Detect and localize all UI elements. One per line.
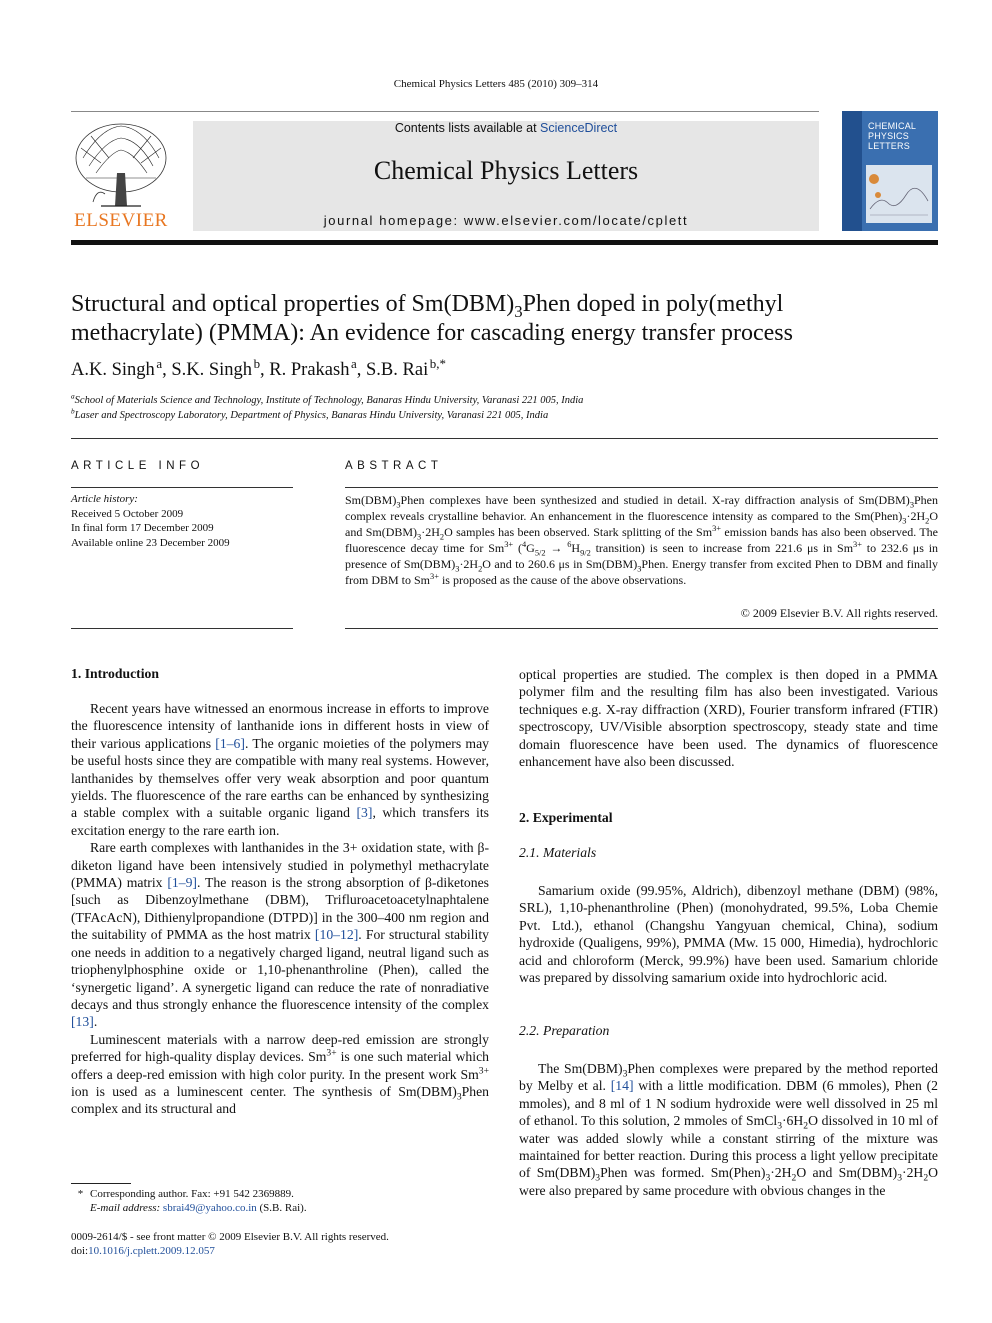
page-footer xyxy=(71,1230,491,1258)
doi-link[interactable]: 10.1016/j.cplett.2009.12.057 xyxy=(88,1245,215,1257)
author-list: A.K. Singh $^a$, S.K. Singh $^b$, R. Prakash $^a$, S.B. Rai $^{b,*}$ xyxy=(71,355,446,380)
divider xyxy=(71,487,293,488)
title-part-1: Structural and optical properties of Sm(DBM) xyxy=(71,291,515,317)
citation-link[interactable]: [10–12] xyxy=(314,927,359,943)
header-rule xyxy=(71,111,819,112)
journal-cover[interactable] xyxy=(842,111,938,231)
email-link[interactable]: sbrai49@yahoo.co.in xyxy=(162,1202,257,1214)
citation-link[interactable]: [14] xyxy=(610,1078,634,1094)
contents-prefix: Contents lists available at xyxy=(394,121,541,135)
online-date: Available online 23 December 2009 xyxy=(71,536,230,549)
final-form-date: In final form 17 December 2009 xyxy=(71,522,214,534)
article-title xyxy=(71,290,941,348)
homepage-url[interactable]: www.elsevier.com/locate/cplett xyxy=(463,213,689,228)
divider xyxy=(345,487,938,488)
section-heading-introduction: 1. Introduction xyxy=(71,666,159,681)
header-thick-rule xyxy=(71,240,938,245)
corresponding-author: Corresponding author. Fax: +91 542 2369889. xyxy=(90,1188,294,1200)
title-line-2: methacrylate) (PMMA): An evidence for cascading energy transfer process xyxy=(71,320,793,346)
section-heading-experimental: 2. Experimental xyxy=(519,810,613,825)
issn-line: 0009-2614/$ - see front matter © 2009 Elsevier B.V. All rights reserved. xyxy=(71,1231,389,1243)
cover-plot-icon xyxy=(866,165,932,223)
affiliation: $^a$School of Materials Science and Technology, Institute of Technology, Banaras Hindu University, Varanasi 221 005, India xyxy=(71,391,584,406)
subsection-heading-preparation: 2.2. Preparation xyxy=(519,1023,610,1038)
doi-label: doi: xyxy=(71,1245,89,1257)
cover-strip xyxy=(842,111,862,231)
history-label: Article history: xyxy=(71,493,138,505)
email-suffix: (S.B. Rai). xyxy=(256,1202,307,1214)
publisher-name: ELSEVIER xyxy=(74,210,168,231)
intro-continuation: optical properties are studied. The complex is then doped in a PMMA polymer film and the resulting film has also been investigated. Various techniques e.g. X-ray diffraction (XRD), Fourier transform infrared (FTIR) spectroscopy, UV/Visible absorption spectroscopy, steady state and time domain fluorescence have been used. The dynamics of fluorescence enhancement have also been discussed. xyxy=(519,667,938,770)
sciencedirect-link[interactable]: ScienceDirect xyxy=(540,121,618,135)
introduction-body: Recent years have witnessed an enormous increase in efforts to improve the fluorescence intensity of lanthanide ions in different hosts in view of their various applications [1–6]. The organic moieties of the polymers may be useful hosts since they are compatible with many real systems. However, lanthanides by themselves offer very weak absorption and poor quantum yields. The fluorescence of the rare earths can be enhanced by synthesizing a stable complex with a suitable organic ligand [3], which transfers its excitation energy to the rare earth ion. Rare earth complexes with lanthanides in the 3+ oxidation state, with β-diketon ligand have been intensively studied in polymethyl methacrylate (PMMA) matrix [1–9]. The reason is the strong absorption of β-diketones [such as Dibenzoylmethane (DBM), Trifluroacetoacetylnaphtalene (TFAcAcN), Dithienylpropandione (DTPD)] in the 300–400 nm region and the suitability of PMMA as the host matrix [10–12]. For structural stability one needs in addition to a negatively charged ligand, neutral ligand such as triophenylphosphine oxide or 1,10-phenanthroline (Phen), called the ‘synergetic ligand’. A synergetic ligand can reduce the rate of nonradiative decays and thus strongly enhance the fluorescence intensity of the complex [13]. Luminescent materials with a narrow deep-red emission are strongly preferred for high-quality display devices. $Sm^{3+}$ is one such material which offers a deep-red emission with high color purity. In the present work $Sm^{3+}$ ion is used as a luminescent center. The synthesis of $Sm(DBM)_3Phen$ complex and its structural and xyxy=(71,701,490,1117)
article-info-heading: ARTICLE INFO xyxy=(71,460,205,472)
citation-link[interactable]: [1–6] xyxy=(215,735,245,751)
title-part-2: Phen doped in poly(methyl xyxy=(522,291,784,317)
abstract-copyright: © 2009 Elsevier B.V. All rights reserved. xyxy=(740,606,938,620)
author[interactable]: S.K. Singh $^b$ xyxy=(171,355,261,380)
divider xyxy=(71,628,293,629)
elsevier-logo[interactable] xyxy=(71,118,171,233)
footnote-rule xyxy=(71,1183,131,1184)
divider xyxy=(345,628,938,629)
author[interactable]: A.K. Singh $^a$ xyxy=(71,355,163,380)
journal-homepage xyxy=(193,213,819,228)
received-date: Received 5 October 2009 xyxy=(71,507,184,520)
title-subscript: 3 xyxy=(514,301,523,321)
materials-body: Samarium oxide (99.95%, Aldrich), dibenzoyl methane (DBM) (98%, SRL), 1,10-phenanthroline (Phen) (monohydrated, 99.5%, Loba Chemie Pvt. Ltd.), ethanol (Changshu Yangyuan chemical, China), sodium hydroxide (Qualigens, 99%), PMMA (Mw. 15 000, Himedia), hydrochloric acid and chloroform (Merck, 99.9%) have been used. Samarium chloride was prepared by dissolving samarium oxide into hydrochloric acid. xyxy=(519,883,938,986)
divider xyxy=(71,438,938,439)
citation-link[interactable]: [13] xyxy=(71,1014,94,1030)
journal-citation: Chemical Physics Letters 485 (2010) 309–314 xyxy=(393,78,599,90)
abstract-text: $Sm(DBM)_3Phen$ complexes have been synthesized and studied in detail. X-ray diffraction analysis of $Sm(DBM)_3Phen$ complex reveals crystalline behavior. An enhancement in the fluorescence intensity as compared to the $Sm(Phen)_3\cdot 2H_2O$ and $Sm(DBM)_3\cdot 2H_2O$ samples has been observed. Stark splitting of the $Sm^{3+}$ emission bands has also been observed. The fluorescence decay time for $Sm^{3+}$ ($^4G_{5/2} \to ^6H_{9/2}$ transition) is seen to increase from 221.6 μs in $Sm^{3+}$ to 232.6 μs in presence of $Sm(DBM)_3\cdot 2H_2O$ and to 260.6 μs in $Sm(DBM)_3Phen$. Energy transfer from excited Phen to DBM and finally from DBM to $Sm^{3+}$ is proposed as the cause of the above observations. xyxy=(345,493,939,587)
cover-title: CHEMICAL PHYSICS LETTERS xyxy=(868,121,916,151)
cover-graphic xyxy=(866,165,932,223)
author[interactable]: S.B. Rai $^{b,*}$ xyxy=(366,355,446,380)
citation-link[interactable]: [1–9] xyxy=(167,875,197,891)
subsection-heading-materials: 2.1. Materials xyxy=(519,845,597,860)
footnote: * Corresponding author. Fax: +91 542 2369889. E-mail address: sbrai49@yahoo.co.in (S.B. Rai). xyxy=(77,1188,307,1214)
article-history xyxy=(71,492,291,550)
preparation-body: The $Sm(DBM)_3Phen$ complexes were prepared by the method reported by Melby et al. [14] with a little modification. DBM (6 mmoles), Phen (2 mmoles), and 8 ml of 1 N sodium hydroxide were well dissolved in 25 ml of ethanol. To this solution, 2 mmoles of $SmCl_3\cdot 6H_2O$ dissolved in 10 ml of water was added slowly while a constant stirring of the mixture was maintained for better reaction. During this process a light yellow precipitate of $Sm(DBM)_3Phen$ was formed. $Sm(Phen)_3\cdot 2H_2O$ and $Sm(DBM)_3\cdot 2H_2O$ were also prepared by same procedure with obvious changes in the xyxy=(519,1061,939,1198)
abstract-heading: ABSTRACT xyxy=(345,460,443,472)
homepage-prefix: journal homepage: xyxy=(323,213,464,228)
contents-line xyxy=(193,121,819,135)
affiliation: $^b$Laser and Spectroscopy Laboratory, Department of Physics, Banaras Hindu University, Varanasi 221 005, India xyxy=(71,406,549,421)
citation-link[interactable]: [3] xyxy=(356,805,373,821)
email-label: E-mail address: xyxy=(90,1202,163,1214)
author[interactable]: R. Prakash $^a$ xyxy=(269,355,357,380)
journal-title: Chemical Physics Letters xyxy=(373,156,639,185)
